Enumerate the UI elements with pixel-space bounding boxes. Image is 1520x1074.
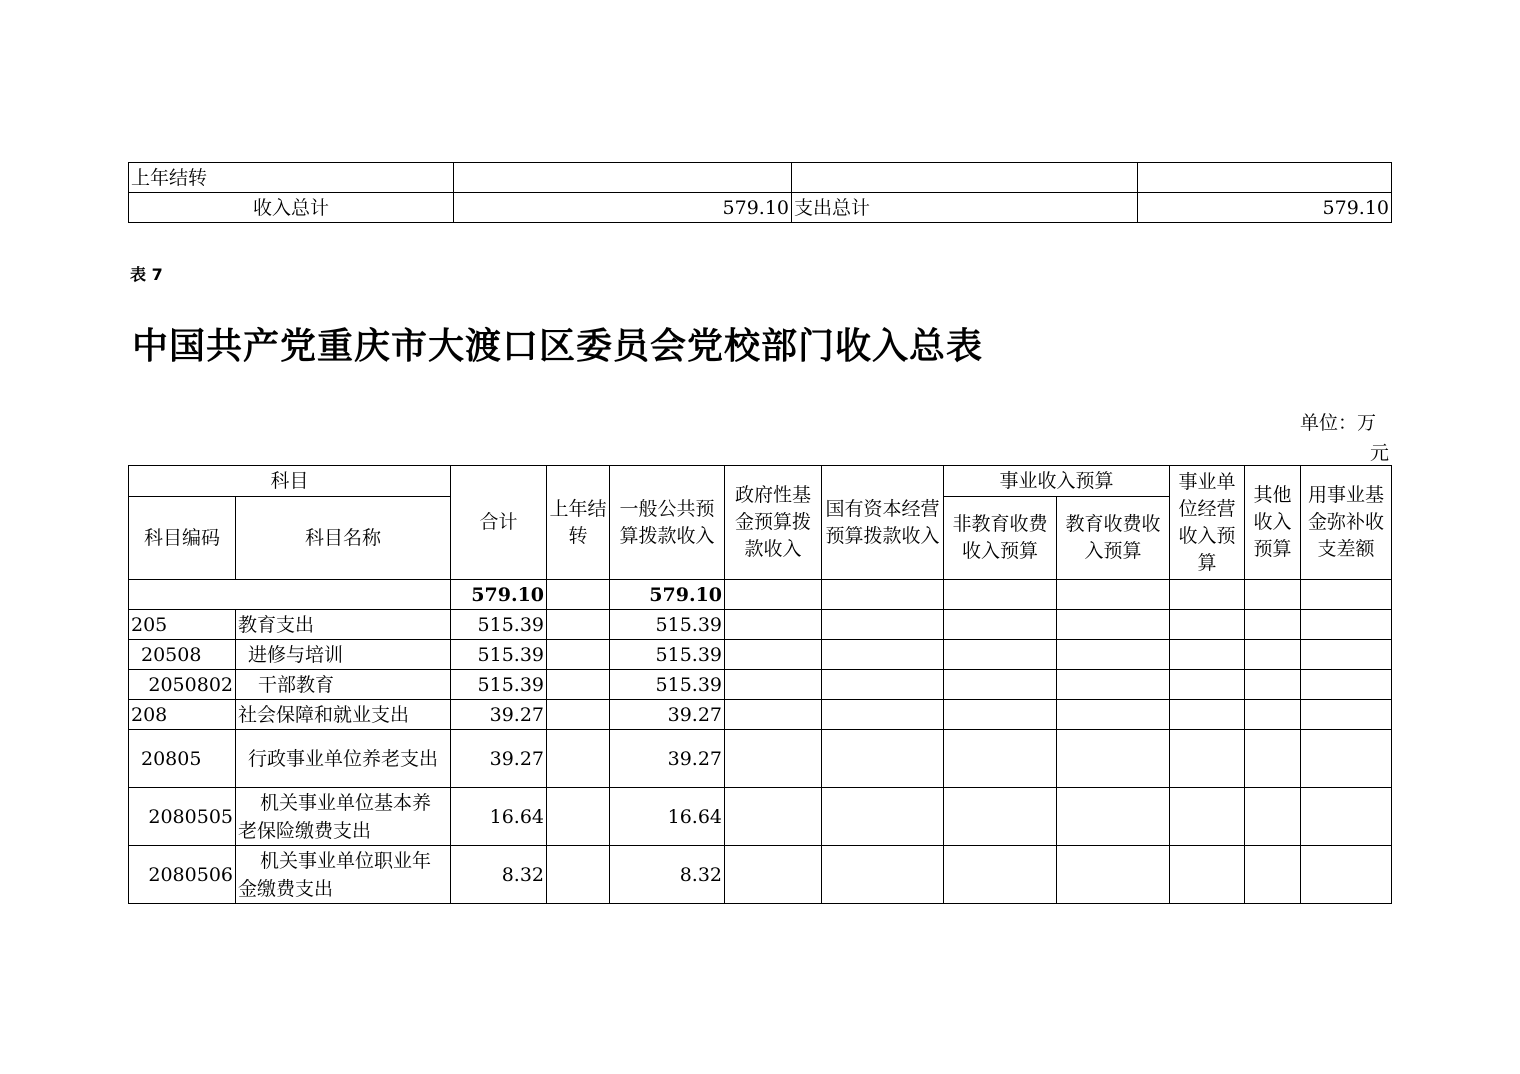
carryover-label: 上年结转 [129, 163, 454, 193]
row-total: 39.27 [451, 700, 547, 730]
page-title: 中国共产党重庆市大渡口区委员会党校部门收入总表 [132, 326, 984, 367]
header-other-income: 其他收入预算 [1245, 466, 1301, 580]
row-code: 2080506 [129, 846, 236, 904]
row-general: 8.32 [610, 846, 725, 904]
header-gov-fund: 政府性基金预算拨款收入 [725, 466, 822, 580]
header-total: 合计 [451, 466, 547, 580]
unit-label [1300, 408, 1395, 468]
unit-line-1: 单位：万 [1300, 412, 1377, 434]
table-row [129, 640, 1392, 670]
header-business-income: 事业收入预算 [944, 466, 1170, 497]
unit-line-2: 元 [1369, 442, 1389, 464]
total-row-label [129, 580, 451, 610]
expense-total-value: 579.10 [1138, 193, 1392, 223]
row-general: 39.27 [610, 730, 725, 788]
header-edu-fee: 教育收费收入预算 [1057, 497, 1170, 580]
row-name: 教育支出 [236, 610, 451, 640]
row-code: 2050802 [129, 670, 236, 700]
row-total: 16.64 [451, 788, 547, 846]
table-row [129, 730, 1392, 788]
row-code: 2080505 [129, 788, 236, 846]
row-code: 20805 [129, 730, 236, 788]
carryover-table [128, 162, 1392, 223]
row-general: 39.27 [610, 700, 725, 730]
total-row-total: 579.10 [451, 580, 547, 610]
row-general: 16.64 [610, 788, 725, 846]
header-non-edu-fee: 非教育收费收入预算 [944, 497, 1057, 580]
table-row [129, 788, 1392, 846]
total-row-general: 579.10 [610, 580, 725, 610]
header-biz-operation: 事业单位经营收入预算 [1170, 466, 1245, 580]
table-row [129, 846, 1392, 904]
table-row [129, 610, 1392, 640]
row-code: 20508 [129, 640, 236, 670]
row-name: 进修与培训 [236, 640, 451, 670]
row-name: 社会保障和就业支出 [236, 700, 451, 730]
income-total-label: 收入总计 [129, 193, 454, 223]
header-general-budget: 一般公共预算拨款收入 [610, 466, 725, 580]
income-total-value: 579.10 [454, 193, 792, 223]
table-row [129, 163, 1392, 193]
carryover-expense [1138, 163, 1392, 193]
row-name: 机关事业单位职业年金缴费支出 [236, 846, 451, 904]
table-row [129, 193, 1392, 223]
table-number: 表 7 [130, 265, 163, 284]
header-carryover: 上年结转 [547, 466, 610, 580]
row-total: 8.32 [451, 846, 547, 904]
expense-total-label: 支出总计 [792, 193, 1138, 223]
row-name: 机关事业单位基本养老保险缴费支出 [236, 788, 451, 846]
row-total: 515.39 [451, 670, 547, 700]
row-total: 515.39 [451, 610, 547, 640]
row-total: 39.27 [451, 730, 547, 788]
header-code: 科目编码 [129, 497, 236, 580]
row-general: 515.39 [610, 640, 725, 670]
total-row [129, 580, 1392, 610]
header-name: 科目名称 [236, 497, 451, 580]
carryover-expense-label [792, 163, 1138, 193]
row-code: 205 [129, 610, 236, 640]
header-state-capital: 国有资本经营预算拨款收入 [822, 466, 944, 580]
table-row [129, 700, 1392, 730]
row-name: 行政事业单位养老支出 [236, 730, 451, 788]
table-row [129, 670, 1392, 700]
row-general: 515.39 [610, 610, 725, 640]
row-code: 208 [129, 700, 236, 730]
header-row-1 [129, 466, 1392, 497]
header-subject: 科目 [129, 466, 451, 497]
carryover-income [454, 163, 792, 193]
row-total: 515.39 [451, 640, 547, 670]
row-name: 干部教育 [236, 670, 451, 700]
header-fund-supplement: 用事业基金弥补收支差额 [1301, 466, 1392, 580]
row-general: 515.39 [610, 670, 725, 700]
income-summary-table [128, 465, 1392, 904]
